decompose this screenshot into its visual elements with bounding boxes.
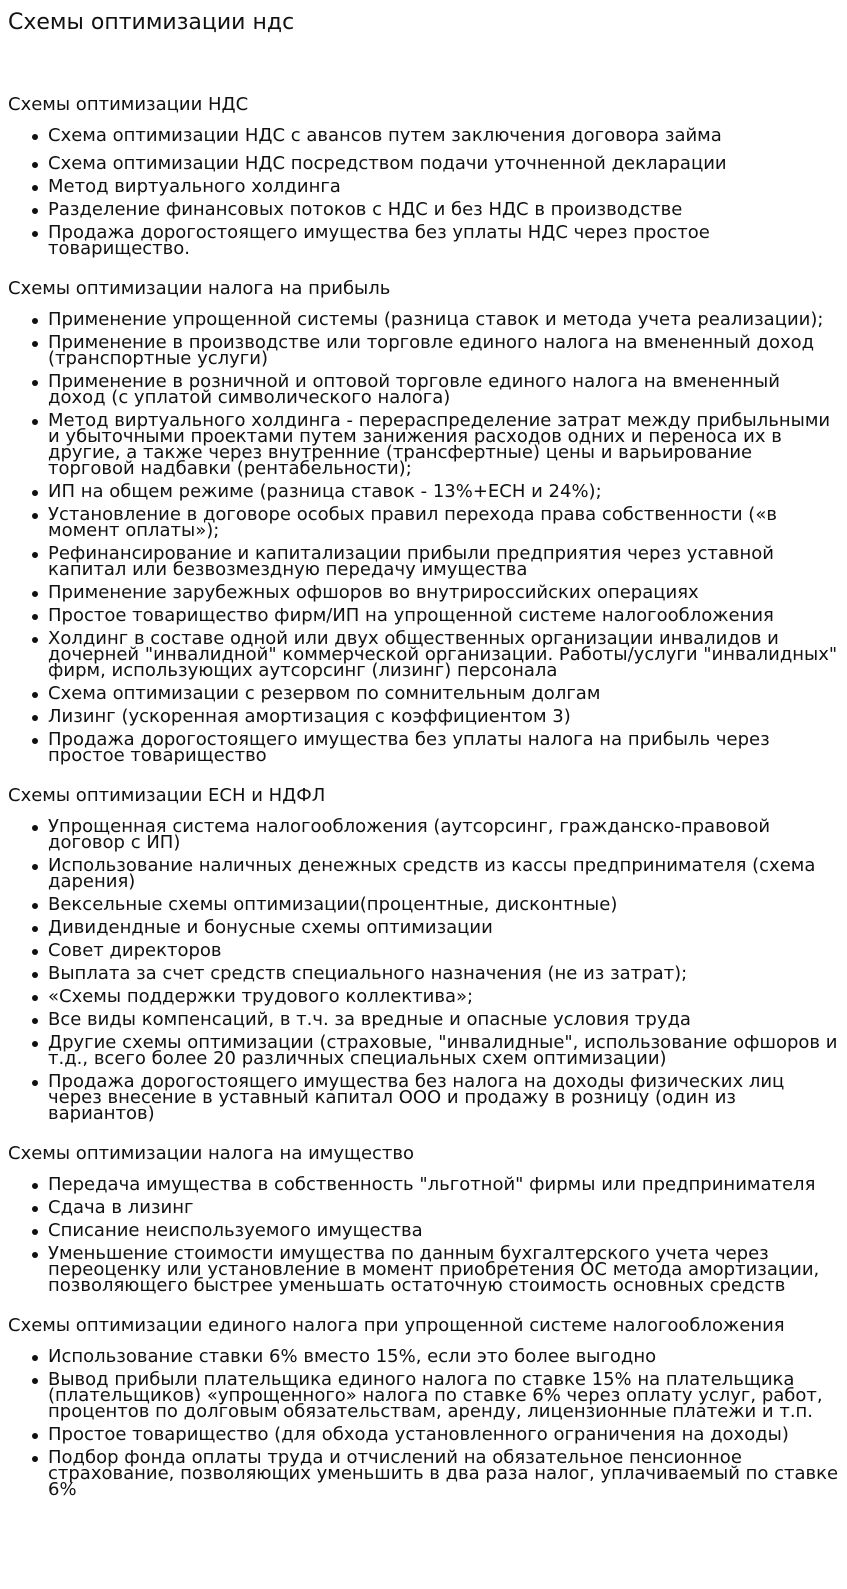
section-title: Схемы оптимизации налога на имущество <box>8 1143 415 1164</box>
section-title: Схемы оптимизации налога на прибыль <box>8 278 391 299</box>
list-item: Уменьшение стоимости имущества по данным бухгалтерского учета через переоценку или установление в момент приобретения ОС метода амортизации, позволяющего быстрее уменьшать остаточную стоимость основных средств <box>48 1246 839 1301</box>
list-item: Упрощенная система налогообложения (аутсорсинг, гражданско-правовой договор с ИП) <box>48 819 839 858</box>
list-item: Метод виртуального холдинга <box>48 179 839 202</box>
section-vat <box>8 94 839 264</box>
list-item: Схема оптимизации НДС посредством подачи уточненной декларации <box>48 156 839 179</box>
list-item: Схема оптимизации с резервом по сомнительным долгам <box>48 686 839 709</box>
section-esn-ndfl <box>8 785 839 1129</box>
list-item: Продажа дорогостоящего имущества без уплаты НДС через простое товарищество. <box>48 225 839 264</box>
list-item: Передача имущества в собственность "льготной" фирмы или предпринимателя <box>48 1177 839 1200</box>
list-item: Выплата за счет средств специального назначения (не из затрат); <box>48 966 839 989</box>
list-item: Дивидендные и бонусные схемы оптимизации <box>48 920 839 943</box>
list-item: Совет директоров <box>48 943 839 966</box>
item-list <box>8 816 839 1129</box>
item-list <box>8 1174 839 1301</box>
section-simplified-tax <box>8 1315 839 1505</box>
page-title: Схемы оптимизации ндс <box>8 10 295 35</box>
list-item: Простое товарищество фирм/ИП на упрощенной системе налогообложения <box>48 608 839 631</box>
section-title: Схемы оптимизации единого налога при упрощенной системе налогообложения <box>8 1315 785 1336</box>
list-item: Продажа дорогостоящего имущества без уплаты налога на прибыль через простое товарищество <box>48 732 839 771</box>
list-item: Другие схемы оптимизации (страховые, "инвалидные", использование офшоров и т.д., всего более 20 различных специальных схем оптимизации) <box>48 1035 839 1074</box>
section-property-tax <box>8 1143 839 1301</box>
item-list <box>8 125 839 264</box>
list-item: Использование наличных денежных средств из кассы предпринимателя (схема дарения) <box>48 858 839 897</box>
list-item: Все виды компенсаций, в т.ч. за вредные и опасные условия труда <box>48 1012 839 1035</box>
list-item: ИП на общем режиме (разница ставок - 13%+ЕСН и 24%); <box>48 484 839 507</box>
list-item: Установление в договоре особых правил перехода права собственности («в момент оплаты»); <box>48 507 839 546</box>
list-item: Схема оптимизации НДС с авансов путем заключения договора займа <box>48 128 839 156</box>
list-item: Применение в розничной и оптовой торговле единого налога на вмененный доход (с уплатой символического налога) <box>48 374 839 413</box>
list-item: Применение упрощенной системы (разница ставок и метода учета реализации); <box>48 312 839 335</box>
list-item: Списание неиспользуемого имущества <box>48 1223 839 1246</box>
item-list <box>8 309 839 771</box>
list-item: Рефинансирование и капитализации прибыли предприятия через уставной капитал или безвозмездную передачу имущества <box>48 546 839 585</box>
list-item: Использование ставки 6% вместо 15%, если это более выгодно <box>48 1349 839 1372</box>
list-item: Разделение финансовых потоков с НДС и без НДС в производстве <box>48 202 839 225</box>
list-item: Применение зарубежных офшоров во внутрироссийских операциях <box>48 585 839 608</box>
section-title: Схемы оптимизации ЕСН и НДФЛ <box>8 785 326 806</box>
list-item: Применение в производстве или торговле единого налога на вмененный доход (транспортные услуги) <box>48 335 839 374</box>
list-item: Вексельные схемы оптимизации(процентные, дисконтные) <box>48 897 839 920</box>
list-item: «Схемы поддержки трудового коллектива»; <box>48 989 839 1012</box>
list-item: Холдинг в составе одной или двух общественных организации инвалидов и дочерней "инвалидной" коммерческой организации. Работы/услуги "инвалидных" фирм, использующих аутсорсинг (лизинг) персонала <box>48 631 839 686</box>
list-item: Продажа дорогостоящего имущества без налога на доходы физических лиц через внесение в уставный капитал ООО и продажу в розницу (один из вариантов) <box>48 1074 839 1129</box>
list-item: Метод виртуального холдинга - перераспределение затрат между прибыльными и убыточными проектами путем занижения расходов одних и переноса их в другие, а также через внутренние (трансфертные) цены и варьирование торговой надбавки (рентабельности); <box>48 413 839 484</box>
list-item: Простое товарищество (для обхода установленного ограничения на доходы) <box>48 1427 839 1450</box>
section-profit-tax <box>8 278 839 771</box>
item-list <box>8 1346 839 1505</box>
list-item: Вывод прибыли плательщика единого налога по ставке 15% на плательщика (плательщиков) «упрощенного» налога по ставке 6% через оплату услуг, работ, процентов по долговым обязательствам, аренду, лицензионные платежи и т.п. <box>48 1372 839 1427</box>
list-item: Лизинг (ускоренная амортизация с коэффициентом 3) <box>48 709 839 732</box>
list-item: Подбор фонда оплаты труда и отчислений на обязательное пенсионное страхование, позволяющих уменьшить в два раза налог, уплачиваемый по ставке 6% <box>48 1450 839 1505</box>
list-item: Сдача в лизинг <box>48 1200 839 1223</box>
section-title: Схемы оптимизации НДС <box>8 94 249 115</box>
